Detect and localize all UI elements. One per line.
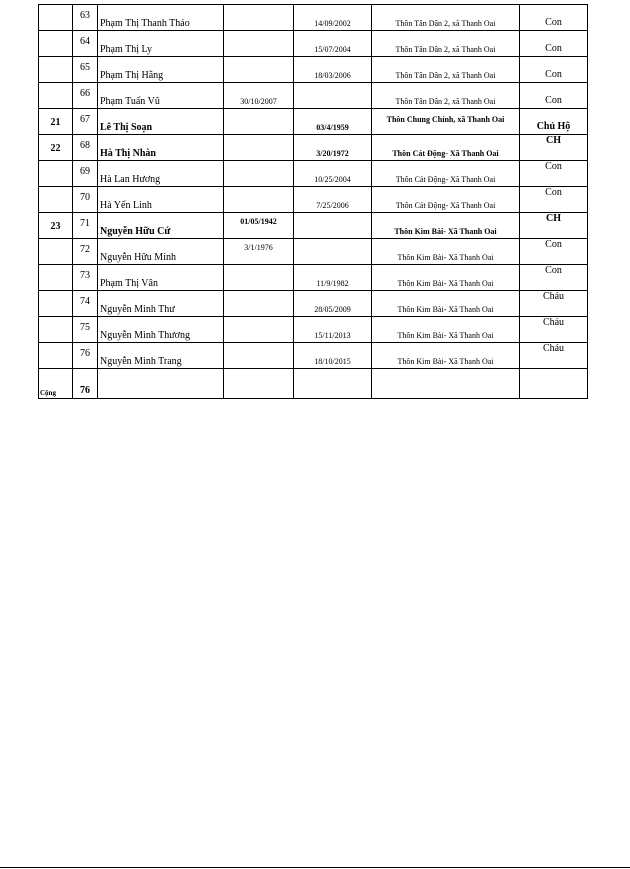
birth-date-female: 10/25/2004 [314,175,351,184]
address-cell [372,83,520,109]
name-cell [98,5,224,31]
relation: CH [546,135,561,146]
birth-date-female: 28/05/2009 [314,305,351,314]
seq-cell [73,265,98,291]
table-row [39,187,588,213]
group-number [39,187,72,195]
person-name: Phạm Thị Hằng [100,70,164,81]
group-cell [39,239,73,265]
birth-date-male [224,291,293,305]
table-row [39,109,588,135]
person-name: Hà Thị Nhàn [100,148,156,159]
table-row [39,31,588,57]
address: Thôn Tân Dân 2, xã Thanh Oai [395,45,496,54]
relation: Con [545,265,562,276]
total-row [39,369,588,399]
relation-cell [520,187,588,213]
seq-number: 71 [80,218,90,229]
date2-cell [294,213,372,239]
group-cell [39,57,73,83]
relation: Con [545,17,562,28]
birth-date-female: 18/10/2015 [314,357,351,366]
empty-cell [294,369,372,399]
relation: Cháu [542,291,565,302]
date1-cell [224,343,294,369]
relation: Con [545,69,562,80]
empty-cell [372,369,520,399]
group-number [39,239,72,247]
seq-number: 73 [80,270,90,281]
person-name: Nguyễn Minh Trang [100,356,182,367]
empty-cell [520,369,588,399]
name-cell [98,135,224,161]
group-number [39,317,72,325]
address: Thôn Kim Bài- Xã Thanh Oai [397,305,494,314]
birth-date-male [224,187,293,201]
group-number [39,161,72,169]
birth-date-female [294,213,371,227]
address: Thôn Kim Bài- Xã Thanh Oai [397,331,494,340]
name-cell [98,265,224,291]
group-number [39,57,72,65]
birth-date-male [224,57,293,71]
person-name: Phạm Thị Thanh Thảo [100,18,190,29]
household-table [38,4,588,399]
date2-cell [294,83,372,109]
person-name: Phạm Tuấn Vũ [100,96,160,107]
birth-date-male: 3/1/1976 [244,243,273,252]
relation: Cháu [542,343,565,354]
group-cell [39,5,73,31]
address-cell [372,5,520,31]
name-cell [98,83,224,109]
date1-cell [224,161,294,187]
group-number [39,31,72,39]
name-cell [98,343,224,369]
person-name: Hà Lan Hương [100,174,161,185]
date2-cell [294,135,372,161]
address: Thôn Cát Động- Xã Thanh Oai [395,175,496,184]
seq-number: 64 [80,36,90,47]
date1-cell [224,31,294,57]
name-cell [98,317,224,343]
address: Thôn Tân Dân 2, xã Thanh Oai [395,97,496,106]
relation-cell [520,31,588,57]
address-cell [372,187,520,213]
birth-date-female: 14/09/2002 [314,19,351,28]
birth-date-female: 15/07/2004 [314,45,351,54]
birth-date-female [294,83,371,97]
table-row [39,5,588,31]
birth-date-male [224,5,293,19]
relation-cell [520,57,588,83]
relation-cell [520,161,588,187]
group-cell [39,265,73,291]
seq-number: 72 [80,244,90,255]
date2-cell [294,317,372,343]
seq-cell [73,57,98,83]
address: Thôn Chung Chính, xã Thanh Oai [386,115,505,124]
birth-date-female [294,239,371,253]
date2-cell [294,343,372,369]
seq-number: 70 [80,192,90,203]
group-cell [39,317,73,343]
name-cell [98,57,224,83]
total-count: 76 [80,385,90,396]
seq-cell [73,31,98,57]
birth-date-male [224,135,293,149]
relation: Cháu [542,317,565,328]
group-number: 23 [50,221,61,232]
group-number: 22 [50,143,61,154]
seq-cell [73,109,98,135]
relation-cell [520,5,588,31]
address-cell [372,239,520,265]
name-cell [98,291,224,317]
date1-cell [224,187,294,213]
date1-cell [224,213,294,239]
group-cell [39,343,73,369]
address: Thôn Kim Bài- Xã Thanh Oai [397,253,494,262]
seq-cell [73,187,98,213]
date2-cell [294,57,372,83]
birth-date-female: 18/03/2006 [314,71,351,80]
birth-date-male: 01/05/1942 [240,217,277,226]
seq-cell [73,343,98,369]
table-row [39,57,588,83]
table-row [39,213,588,239]
table-row [39,343,588,369]
address-cell [372,109,520,135]
date1-cell [224,5,294,31]
table-row [39,317,588,343]
birth-date-male [224,109,293,123]
person-name: Nguyễn Hữu Minh [100,252,176,263]
seq-number: 69 [80,166,90,177]
relation-cell [520,109,588,135]
person-name: Phạm Thị Vân [100,278,158,289]
relation: Con [545,187,562,198]
birth-date-male [224,265,293,279]
address: Thôn Kim Bài- Xã Thanh Oai [394,227,497,236]
birth-date-male [224,161,293,175]
birth-date-male [224,31,293,45]
person-name: Hà Yến Linh [100,200,152,211]
relation-cell [520,135,588,161]
address: Thôn Tân Dân 2, xã Thanh Oai [395,71,496,80]
date2-cell [294,187,372,213]
group-cell [39,213,73,239]
birth-date-male: 30/10/2007 [240,97,277,106]
date1-cell [224,265,294,291]
relation: Con [545,239,562,250]
group-cell [39,31,73,57]
date2-cell [294,161,372,187]
group-cell [39,135,73,161]
address-cell [372,317,520,343]
birth-date-female: 15/11/2013 [314,331,351,340]
date2-cell [294,31,372,57]
birth-date-male [224,343,293,357]
seq-number: 67 [80,114,90,125]
group-number [39,343,72,351]
address: Thôn Cát Động- Xã Thanh Oai [395,201,496,210]
group-number [39,83,72,91]
birth-date-female: 03/4/1959 [316,123,349,132]
seq-cell [73,5,98,31]
relation: Con [545,161,562,172]
person-name: Nguyễn Hữu Cứ [100,226,171,237]
date2-cell [294,265,372,291]
table-row [39,135,588,161]
table-row [39,291,588,317]
birth-date-female: 3/20/1972 [316,149,349,158]
seq-number: 75 [80,322,90,333]
relation-cell [520,291,588,317]
seq-cell [73,317,98,343]
birth-date-female: 7/25/2006 [316,201,349,210]
group-cell [39,109,73,135]
birth-date-female: 11/9/1982 [316,279,349,288]
name-cell [98,161,224,187]
group-cell [39,187,73,213]
seq-number: 76 [80,348,90,359]
relation: Chủ Hộ [536,121,571,132]
empty-cell [98,369,224,399]
seq-cell [73,161,98,187]
name-cell [98,31,224,57]
relation-cell [520,317,588,343]
person-name: Nguyễn Minh Thư [100,304,175,315]
group-number [39,5,72,13]
seq-cell [73,291,98,317]
empty-cell [224,369,294,399]
group-number [39,265,72,273]
address: Thôn Kim Bài- Xã Thanh Oai [397,279,494,288]
seq-number: 65 [80,62,90,73]
seq-number: 74 [80,296,90,307]
date2-cell [294,109,372,135]
address-cell [372,343,520,369]
address-cell [372,213,520,239]
seq-cell [73,239,98,265]
relation: Con [545,95,562,106]
date2-cell [294,291,372,317]
address-cell [372,135,520,161]
page-bottom-rule [0,867,630,868]
address-cell [372,57,520,83]
relation-cell [520,213,588,239]
total-count-cell [73,369,98,399]
relation: Con [545,43,562,54]
date1-cell [224,135,294,161]
household-rows [39,5,588,399]
address-cell [372,161,520,187]
address-cell [372,31,520,57]
relation-cell [520,343,588,369]
total-label-cell [39,369,73,399]
address-cell [372,265,520,291]
date2-cell [294,239,372,265]
name-cell [98,187,224,213]
relation-cell [520,239,588,265]
person-name: Phạm Thị Ly [100,44,153,55]
address: Thôn Tân Dân 2, xã Thanh Oai [395,19,496,28]
person-name: Nguyễn Minh Thương [100,330,190,341]
relation-cell [520,83,588,109]
group-cell [39,291,73,317]
address: Thôn Cát Động- Xã Thanh Oai [392,149,499,158]
group-cell [39,161,73,187]
name-cell [98,109,224,135]
total-label: Cộng [40,389,56,397]
group-number [39,291,72,299]
relation-cell [520,265,588,291]
seq-cell [73,213,98,239]
seq-number: 68 [80,140,90,151]
group-number: 21 [50,117,61,128]
date1-cell [224,291,294,317]
table-row [39,265,588,291]
date1-cell [224,83,294,109]
name-cell [98,239,224,265]
date1-cell [224,109,294,135]
seq-number: 66 [80,88,90,99]
address: Thôn Kim Bài- Xã Thanh Oai [397,357,494,366]
table-row [39,239,588,265]
seq-cell [73,83,98,109]
person-name: Lê Thị Soạn [100,122,153,133]
seq-number: 63 [80,10,90,21]
address-cell [372,291,520,317]
table-row [39,161,588,187]
table-row [39,83,588,109]
date1-cell [224,57,294,83]
date2-cell [294,5,372,31]
date1-cell [224,239,294,265]
date1-cell [224,317,294,343]
seq-cell [73,135,98,161]
group-cell [39,83,73,109]
birth-date-male [224,317,293,331]
name-cell [98,213,224,239]
relation: CH [546,213,561,224]
